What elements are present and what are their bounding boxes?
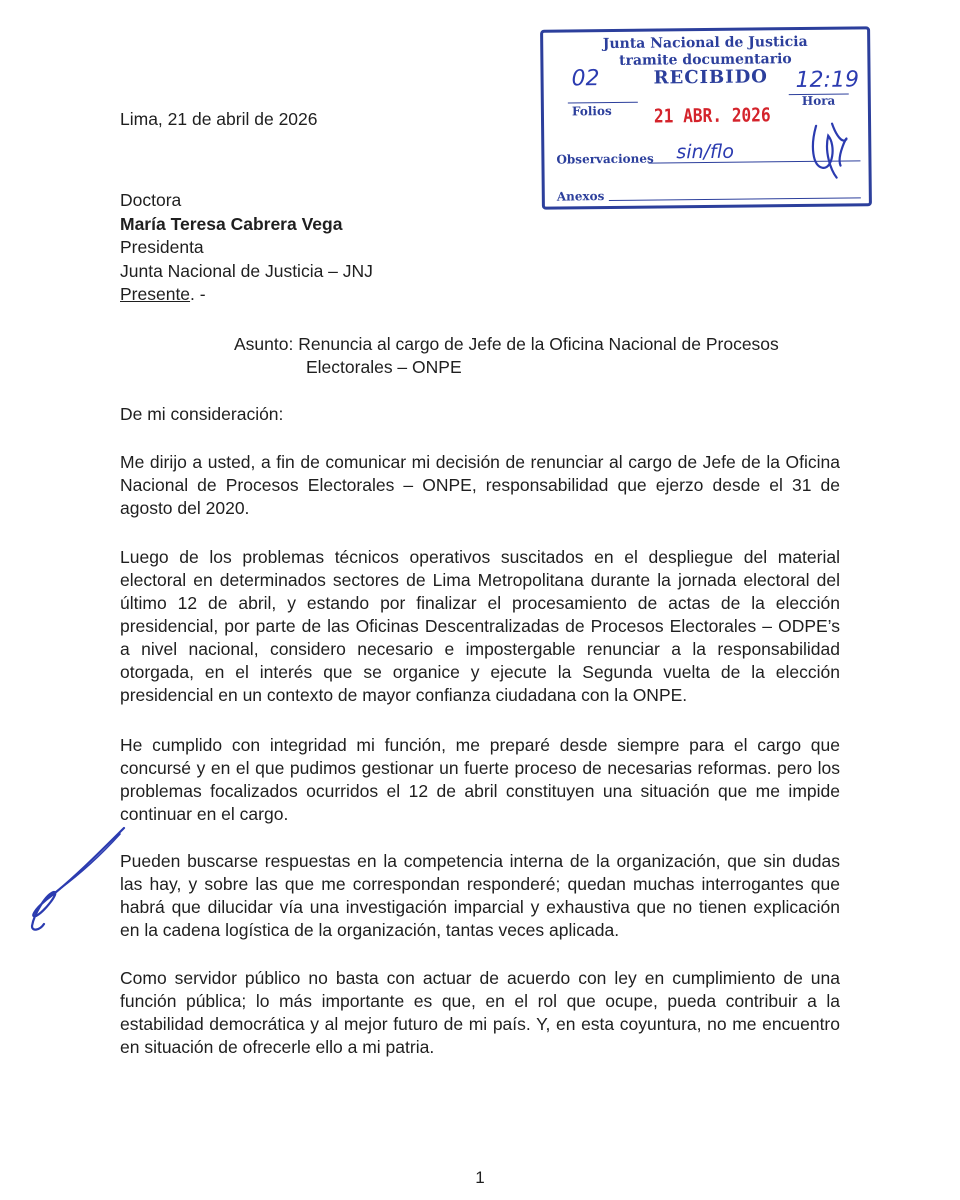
paragraph-3: He cumplido con integridad mi función, me preparé desde siempre para el cargo que concursé y en el que pudimos gestionar un fuerte proceso de necesarias reformas. pero los problemas focalizados ocurridos el 12 de abril constituyen una situación que me impide continuar en el cargo.	[120, 735, 840, 824]
recipient-title: Doctora	[120, 190, 182, 210]
subject-text-1: Renuncia al cargo de Jefe de la Oficina Nacional de Procesos	[298, 334, 779, 354]
stamp-title: Junta Nacional de Justicia tramite documentario	[602, 33, 808, 69]
stamp-observaciones-label: Observaciones	[556, 151, 654, 167]
paragraph-4: Pueden buscarse respuestas en la competencia interna de la organización, que sin dudas las hay, y sobre las que me correspondan responderé; quedan muchas interrogantes que habrá que dilucidar vía una investigación imparcial y exhaustiva que no tienen explicación en la cadena logística de la organización, tantas veces aplicada.	[120, 851, 840, 940]
recipient-block	[120, 189, 373, 307]
stamp-date: 21 ABR. 2026	[653, 104, 771, 128]
subject-label: Asunto:	[234, 334, 294, 354]
paragraph-5: Como servidor público no basta con actuar de acuerdo con ley en cumplimiento de una función pública; lo más importante es que, en el rol que ocupe, pueda contribuir a la estabilidad democrática y al mejor futuro de mi país. Y, en esta coyuntura, no me encuentro en situación de ofrecerle ello a mi patria.	[120, 968, 840, 1057]
presente-suffix: . -	[190, 284, 206, 304]
recipient-institution: Junta Nacional de Justicia – JNJ	[120, 260, 373, 281]
stamp-observaciones-value: sin/flo	[676, 140, 735, 164]
recipient-presente	[120, 283, 373, 307]
stamp-anexos-line	[609, 197, 861, 201]
subject-block	[234, 333, 834, 379]
place-date: Lima, 21 de abril de 2026	[120, 109, 318, 129]
page-number: 1	[475, 1168, 485, 1187]
subject-line-1	[234, 333, 834, 356]
reception-stamp	[540, 26, 872, 209]
presente-text: Presente	[120, 284, 191, 304]
stamp-initials-signature	[806, 115, 851, 181]
paragraph-1: Me dirijo a usted, a fin de comunicar mi decisión de renunciar al cargo de Jefe de la Oficina Nacional de Procesos Electorales – ONPE, responsabilidad que ejerzo desde el 31 de agosto del 2020.	[120, 452, 840, 518]
stamp-hora-value: 12:19	[795, 67, 860, 94]
stamp-status: RECIBIDO	[653, 66, 769, 89]
stamp-folios-value: 02	[571, 66, 600, 92]
stamp-anexos-label: Anexos	[556, 189, 605, 204]
margin-signature	[20, 822, 130, 937]
subject-line-2: Electorales – ONPE	[306, 357, 462, 377]
paragraph-2: Luego de los problemas técnicos operativos suscitados en el despliegue del material electoral en determinados sectores de Lima Metropolitana durante la jornada electoral del último 12 de abril, y estando por finalizar el procesamiento de actas de la elección presidencial, por parte de las Oficinas Descentralizadas de Procesos Electorales – ODPE’s a nivel nacional, considero necesario e impostergable renunciar a la responsabilidad otorgada, en el interés que se organice y ejecute la Segunda vuelta de la elección presidencial en un contexto de mayor confianza ciudadana con la ONPE.	[120, 547, 840, 705]
recipient-name: María Teresa Cabrera Vega	[120, 213, 343, 234]
stamp-folios-label: Folios	[571, 103, 612, 119]
recipient-position: Presidenta	[120, 237, 204, 257]
greeting: De mi consideración:	[120, 404, 284, 424]
stamp-hora-label: Hora	[801, 93, 836, 108]
